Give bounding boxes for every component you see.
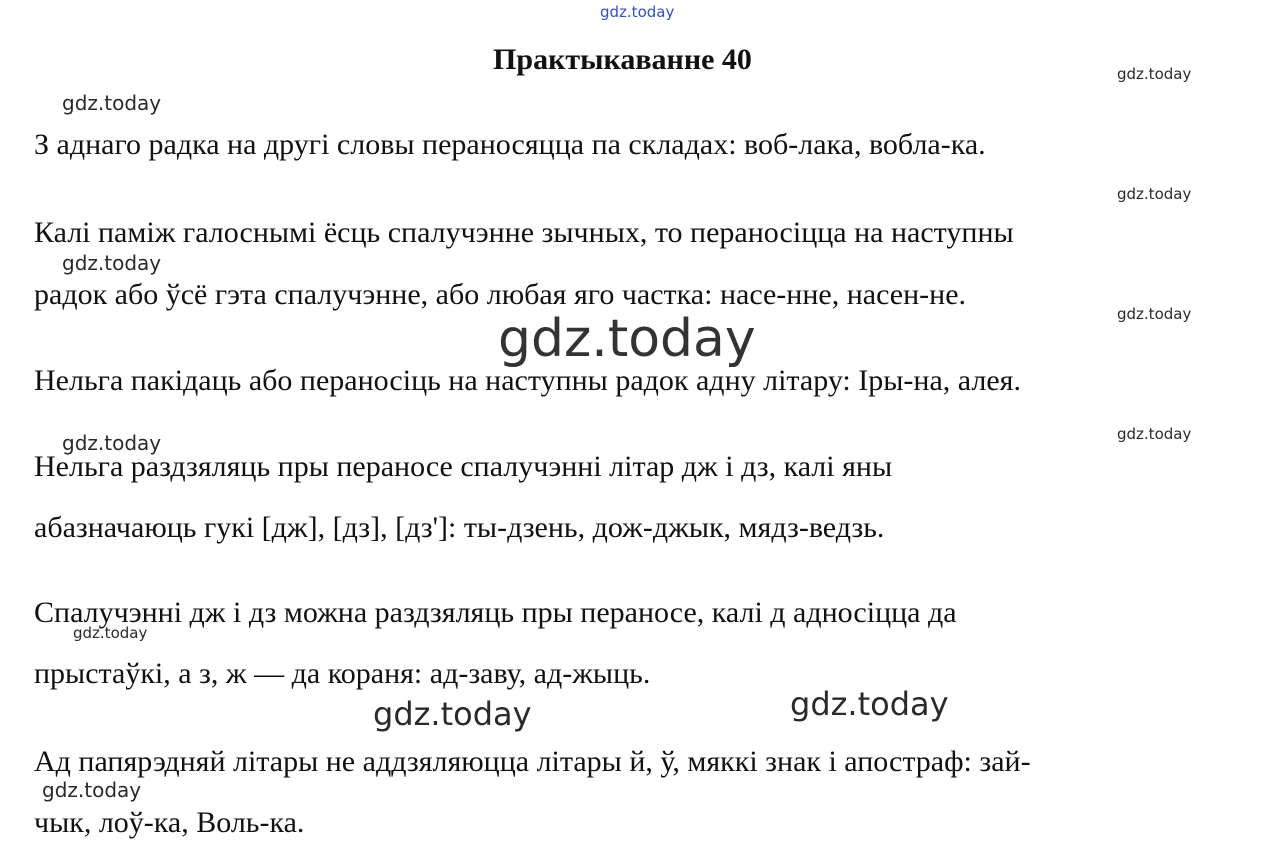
watermark: gdz.today — [1117, 305, 1192, 323]
watermark: gdz.today — [62, 91, 162, 115]
text-line-8: прыстаўкі, а з, ж — да кораня: ад-заву, ад-жыць. — [34, 657, 651, 690]
watermark: gdz.today — [42, 778, 142, 802]
watermark: gdz.today — [1117, 425, 1192, 443]
watermark: gdz.today — [790, 685, 949, 723]
text-line-3: радок або ўсё гэта спалучэнне, або любая яго частка: насе-нне, насен-не. — [34, 278, 967, 311]
watermark: gdz.today — [600, 3, 675, 21]
text-line-5: Нельга раздзяляць пры пераносе спалучэнні літар дж і дз, калі яны — [34, 450, 893, 483]
watermark: gdz.today — [498, 309, 756, 369]
text-line-1: З аднаго радка на другі словы пераносяцца па складах: воб-лака, вобла-ка. — [34, 128, 986, 161]
watermark: gdz.today — [62, 431, 162, 455]
text-line-9: Ад папярэдняй літары не аддзяляюцца літары й, ў, мяккі знак і апостраф: зай- — [34, 745, 1031, 778]
watermark: gdz.today — [1117, 185, 1192, 203]
text-line-6: абазначаюць гукі [дж], [дз], [дз']: ты-дзень, дож-джык, мядз-ведзь. — [34, 511, 885, 544]
watermark: gdz.today — [373, 695, 532, 733]
text-line-2: Калі паміж галоснымі ёсць спалучэнне зычных, то пераносіцца на наступны — [34, 216, 1014, 249]
watermark: gdz.today — [62, 251, 162, 275]
text-line-7: Спалучэнні дж і дз можна раздзяляць пры пераносе, калі д адносіцца да — [34, 596, 957, 629]
watermark: gdz.today — [1117, 65, 1192, 83]
text-line-10: чык, лоў-ка, Воль-ка. — [34, 806, 305, 839]
page-title: Практыкаванне 40 — [493, 43, 752, 76]
watermark: gdz.today — [73, 624, 148, 642]
text-line-4: Нельга пакідаць або пераносіць на наступны радок адну літару: Іры-на, алея. — [34, 364, 1021, 397]
